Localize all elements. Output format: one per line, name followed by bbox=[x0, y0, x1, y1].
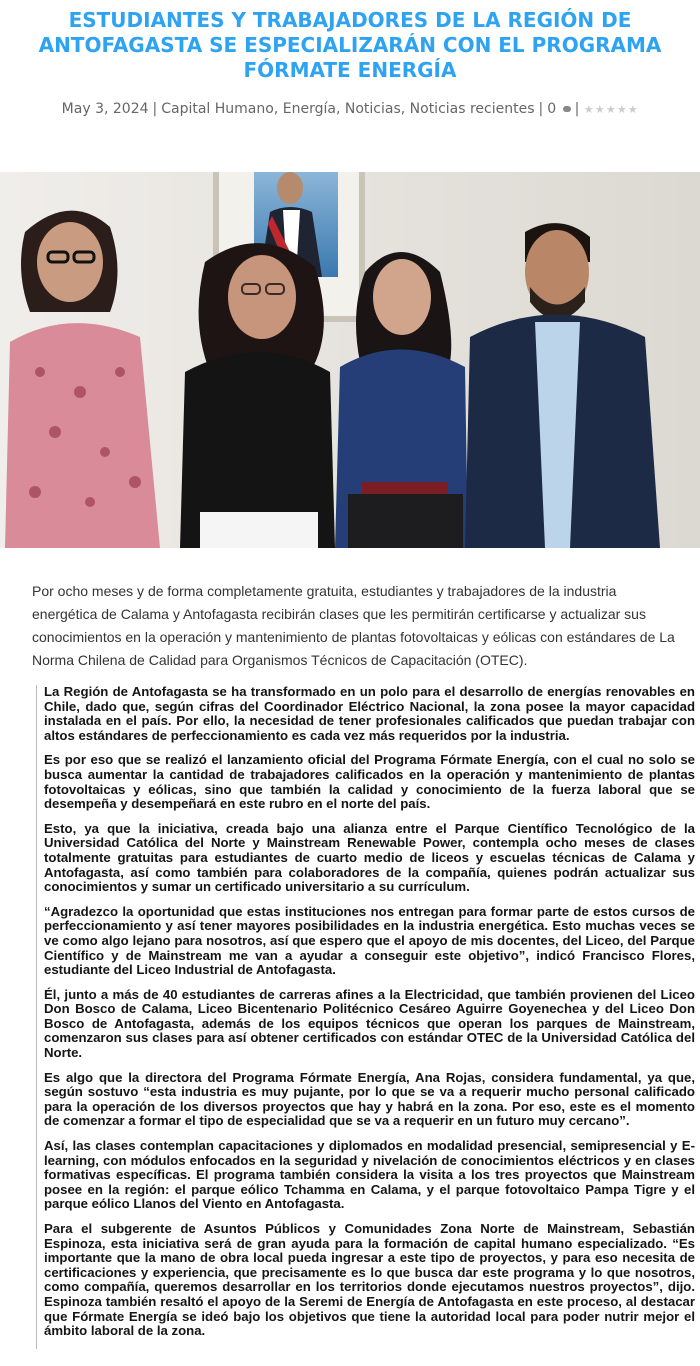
body-paragraph: Para el subgerente de Asuntos Públicos y Comunidades Zona Norte de Mainstream, Sebastián Espinoza, esta iniciativa será de gran ayuda para la formación de capital humano especializado. “Es importante que la mano de obra local pueda ingresar a este tipo de proyectos, y para eso necesita de certificaciones y experiencia, que precisamente es lo que busca dar este programa y lo que nosotros, como compañía, queremos desarrollar en los territorios donde ejecutamos nuestros proyectos”, dijo. Espinoza también resaltó el apoyo de la Seremi de Energía de Antofagasta en este proceso, al destacar que Fórmate Energía se ideó bajo los objetivos que tiene la autoridad local para poder nutrir mejor el ámbito laboral de la zona. bbox=[44, 1221, 695, 1339]
body-paragraph: Es por eso que se realizó el lanzamiento oficial del Programa Fórmate Energía, con el cual no solo se busca aumentar la cantidad de trabajadores calificados en la operación y mantenimiento de plantas fotovoltaicas y eólicas, sino que también la calidad y conocimiento de la fuerza laboral que se desempeña y desempeñará en este rubro en el norte del país. bbox=[44, 752, 695, 812]
comments-link[interactable] bbox=[547, 101, 570, 117]
category-link-capital-humano[interactable]: Capital Humano bbox=[161, 101, 274, 117]
post-date: May 3, 2024 bbox=[61, 101, 149, 117]
category-link-noticias[interactable]: Noticias bbox=[344, 101, 401, 117]
post-meta: May 3, 2024 | Capital Humano, Energía, Noticias, Noticias recientes | 0 | ★★★★★ bbox=[61, 101, 638, 117]
star-icon: ★ bbox=[594, 103, 605, 116]
category-link-energia[interactable]: Energía bbox=[282, 101, 336, 117]
comment-count: 0 bbox=[547, 101, 557, 117]
star-icon: ★ bbox=[616, 103, 627, 116]
body-paragraph: Él, junto a más de 40 estudiantes de carreras afines a la Electricidad, que también provienen del Liceo Don Bosco de Calama, Liceo Bicentenario Politécnico Cesáreo Aguirre Goyenechea y del Liceo Don Bosco de Antofagasta, además de los equipos técnicos que operan los parques de Mainstream, comenzaron sus clases para así obtener certificados con estándar OTEC de la Universidad Católica del Norte. bbox=[44, 986, 695, 1061]
comment-bubble-icon bbox=[563, 106, 571, 112]
rating-stars bbox=[583, 101, 638, 117]
person-2 bbox=[180, 243, 335, 548]
body-paragraph: Esto, ya que la iniciativa, creada bajo una alianza entre el Parque Científico Tecnológico de la Universidad Católica del Norte y Mainstream Renewable Power, contempla ocho meses de clases totalmente gratuitas para estudiantes de cuarto medio de liceos y escuelas técnicas de Calama y Antofagasta, así como también para colaboradores de la compañía, quienes podrán actualizar sus conocimientos y sumar un certificado universitario a su currículum. bbox=[44, 820, 695, 895]
featured-photo bbox=[0, 172, 700, 548]
body-paragraph: La Región de Antofagasta se ha transformado en un polo para el desarrollo de energías renovables en Chile, dado que, según cifras del Coordinador Eléctrico Nacional, la zona posee la mayor capacidad instalada en el país. Por ello, la necesidad de tener profesionales calificados que puedan trabajar con altos estándares de perfeccionamiento es cada vez más requeridos por la industria. bbox=[44, 684, 695, 743]
body-paragraph: “Agradezco la oportunidad que estas instituciones nos entregan para formar parte de estos cursos de perfeccionamiento y así tener mayores posibilidades en la industria energética. Esto muchas veces se ve como algo lejano para nosotros, así que espero que el apoyo de mis docentes, del Liceo, del Parque Científico y de Mainstream me van a ayudar a conseguir este objetivo”, indicó Francisco Flores, estudiante del Liceo Industrial de Antofagasta. bbox=[44, 903, 695, 978]
star-icon: ★ bbox=[605, 103, 616, 116]
article-title: ESTUDIANTES Y TRABAJADORES DE LA REGIÓN DE ANTOFAGASTA SE ESPECIALIZARÁN CON EL PROGRAMA FÓRMATE ENERGÍA bbox=[38, 8, 662, 82]
star-icon: ★ bbox=[627, 103, 638, 116]
group-photo-illustration bbox=[0, 172, 700, 548]
category-link-noticias-recientes[interactable]: Noticias recientes bbox=[409, 101, 535, 117]
article-body bbox=[36, 685, 695, 1349]
star-icon: ★ bbox=[583, 103, 594, 116]
body-paragraph: Es algo que la directora del Programa Fórmate Energía, Ana Rojas, considera fundamental, ya que, según sostuvo “esta industria es muy pujante, por lo que se va a requerir mucho personal calificado para la operación de los diversos proyectos que hay y habrá en la zona. Por eso, este es el momento de comenzar a formar el tipo de especialidad que se va a requerir en un futuro muy cercano”. bbox=[44, 1069, 695, 1129]
intro-paragraph: Por ocho meses y de forma completamente gratuita, estudiantes y trabajadores de la industria energética de Calama y Antofagasta recibirán clases que les permitirán certificarse y actualizar sus conocimientos en la operación y mantenimiento de plantas fotovoltaicas y eólicas con estándares de La Norma Chilena de Calidad para Organismos Técnicos de Capacitación (OTEC). bbox=[32, 583, 675, 668]
article-intro bbox=[32, 580, 682, 672]
body-paragraph: Así, las clases contemplan capacitaciones y diplomados en modalidad presencial, semipresencial y E-learning, con módulos enfocados en la seguridad y nivelación de conocimientos eléctricos y en clases formativas específicas. El programa también considera la visita a los tres proyectos que Mainstream posee en la región: el parque eólico Tchamma en Calama, y el parque fotovoltaico Pampa Tigre y el parque eólico Llanos del Viento en Antofagasta. bbox=[44, 1138, 695, 1212]
